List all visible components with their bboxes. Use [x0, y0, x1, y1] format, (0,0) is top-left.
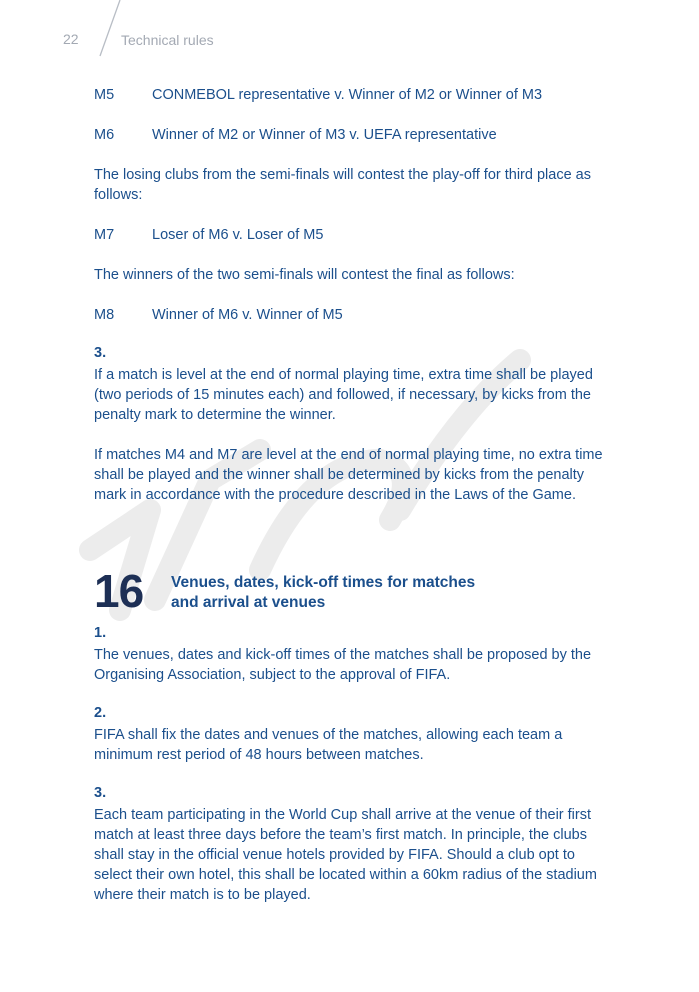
match-text: CONMEBOL representative v. Winner of M2 or Winner of M3: [152, 87, 543, 103]
match-text: Winner of M2 or Winner of M3 v. UEFA representative: [152, 127, 497, 143]
match-code: M7: [94, 227, 115, 243]
match-row-m7: [94, 225, 323, 245]
match-row-m8: [94, 305, 343, 325]
match-text: Loser of M6 v. Loser of M5: [152, 227, 324, 243]
match-text: Winner of M6 v. Winner of M5: [152, 307, 343, 323]
chapter-clause-1-text: The venues, dates and kick-off times of the matches shall be proposed by the Organising Association, subject to the approval of FIFA.: [94, 647, 592, 683]
header-divider-slash: [0, 0, 140, 60]
clause3-paragraph-1: If a match is level at the end of normal playing time, extra time shall be played (two periods of 15 minutes each) and followed, if necessary, by kicks from the penalty mark to determine the winner.: [94, 367, 593, 423]
clause-number: 3.: [94, 785, 107, 801]
chapter-number: 16: [94, 565, 144, 617]
match-row-m6: [94, 125, 497, 145]
match-code: M6: [94, 127, 115, 143]
clause-number: 1.: [94, 625, 107, 641]
chapter-clause-3-text: Each team participating in the World Cup shall arrive at the venue of their first match at least three days before the team’s first match. In principle, the clubs shall stay in the official venue hotels provided by FIFA. Should a club opt to select their own hotel, this shall be located within a 60km radius of the stadium where their match is to be played.: [94, 807, 597, 903]
match-code: M5: [94, 87, 115, 103]
chapter-clause-2-text: FIFA shall fix the dates and venues of the matches, allowing each team a minimum rest period of 48 hours between matches.: [94, 727, 563, 763]
chapter-title-line-2: and arrival at venues: [171, 594, 326, 611]
chapter-title: [171, 573, 475, 613]
clause-number: 3.: [94, 345, 107, 361]
clause3-paragraph-2: If matches M4 and M7 are level at the end of normal playing time, no extra time shall be played and the winner shall be determined by kicks from the penalty mark in accordance with the procedure described in the Laws of the Game.: [94, 447, 603, 503]
chapter-title-line-1: Venues, dates, kick-off times for matches: [171, 574, 476, 591]
final-intro: The winners of the two semi-finals will contest the final as follows:: [94, 267, 515, 283]
match-row-m5: [94, 85, 542, 105]
clause-number: 2.: [94, 705, 107, 721]
third-place-intro: The losing clubs from the semi-finals will contest the play-off for third place as follows:: [94, 167, 591, 203]
section-title: Technical rules: [121, 32, 214, 48]
page-number: 22: [63, 31, 79, 47]
match-code: M8: [94, 307, 115, 323]
page-header: [0, 0, 699, 60]
